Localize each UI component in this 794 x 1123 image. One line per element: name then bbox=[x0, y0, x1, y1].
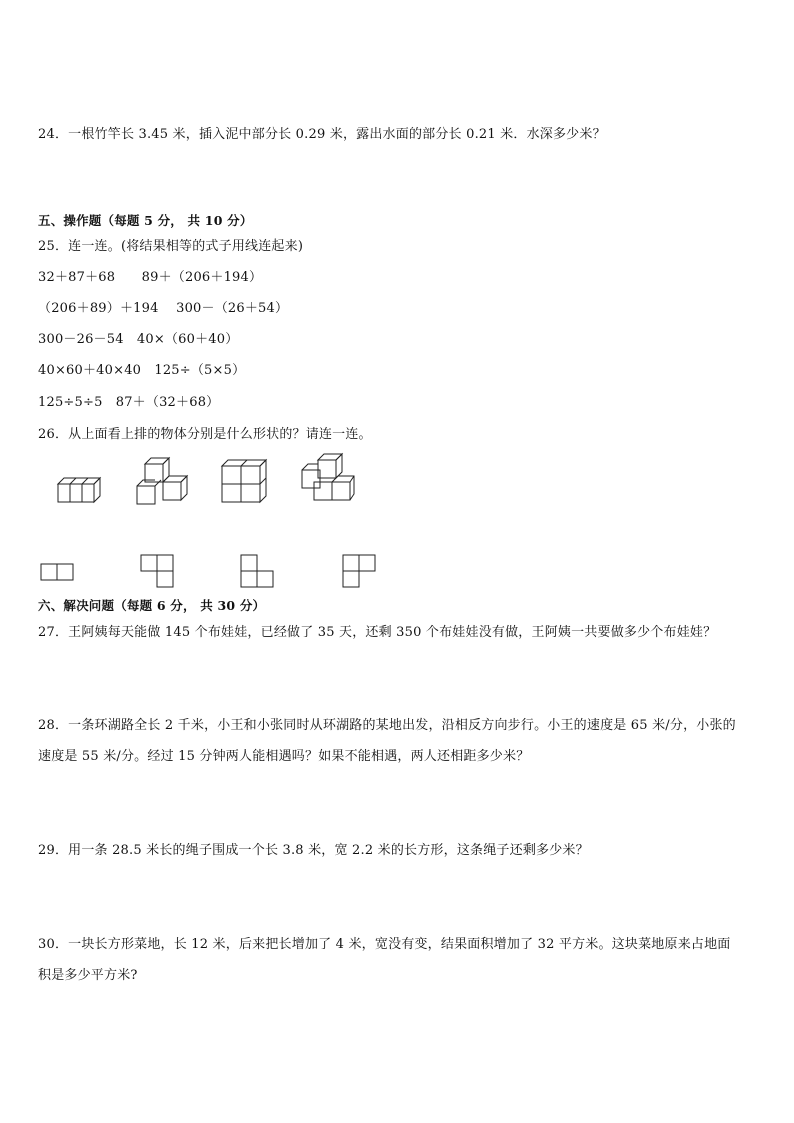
cube-object-1 bbox=[54, 470, 104, 504]
expression-row-3: 300－26－54 40×（60＋40） bbox=[38, 332, 239, 347]
question-28-line-2: 速度是 55 米/分。经过 15 分钟两人能相遇吗？如果不能相遇，两人还相距多少米？ bbox=[38, 749, 530, 764]
top-view-shape-a bbox=[40, 562, 76, 582]
expression-row-2: （206＋89）＋194 300－（26＋54） bbox=[38, 301, 289, 316]
section-5-heading: 五、操作题（每题 5 分， 共 10 分） bbox=[38, 213, 253, 228]
cube-object-2 bbox=[135, 456, 189, 506]
expression-row-5: 125÷5÷5 87＋（32＋68） bbox=[38, 395, 220, 410]
expression-row-4: 40×60＋40×40 125÷（5×5） bbox=[38, 363, 246, 378]
question-24: 24．一根竹竿长 3.45 米，插入泥中部分长 0.29 米，露出水面的部分长 0.21 米．水深多少米？ bbox=[38, 127, 606, 142]
section-6-heading: 六、解决问题（每题 6 分， 共 30 分） bbox=[38, 598, 266, 613]
top-view-shape-b bbox=[140, 554, 176, 590]
question-28-line-1: 28．一条环湖路全长 2 千米，小王和小张同时从环湖路的某地出发，沿相反方向步行。小王的速度是 65 米/分，小张的 bbox=[38, 718, 736, 733]
question-27: 27．王阿姨每天能做 145 个布娃娃，已经做了 35 天，还剩 350 个布娃娃没有做，王阿姨一共要做多少个布娃娃？ bbox=[38, 625, 717, 640]
top-view-shape-d bbox=[342, 554, 378, 590]
top-view-shape-c bbox=[240, 554, 276, 590]
question-29: 29．用一条 28.5 米长的绳子围成一个长 3.8 米，宽 2.2 米的长方形，这条绳子还剩多少米？ bbox=[38, 843, 589, 858]
cube-object-4 bbox=[298, 452, 356, 506]
expression-row-1: 32＋87＋68 89＋（206＋194） bbox=[38, 270, 263, 285]
question-26-prompt: 26．从上面看上排的物体分别是什么形状的？请连一连。 bbox=[38, 427, 372, 442]
question-25-prompt: 25．连一连。(将结果相等的式子用线连起来) bbox=[38, 239, 304, 254]
question-30-line-1: 30．一块长方形菜地，长 12 米，后来把长增加了 4 米，宽没有变，结果面积增加了 32 平方米。这块菜地原来占地面 bbox=[38, 937, 731, 952]
question-30-line-2: 积是多少平方米? bbox=[38, 968, 138, 983]
cube-object-3 bbox=[220, 458, 268, 504]
